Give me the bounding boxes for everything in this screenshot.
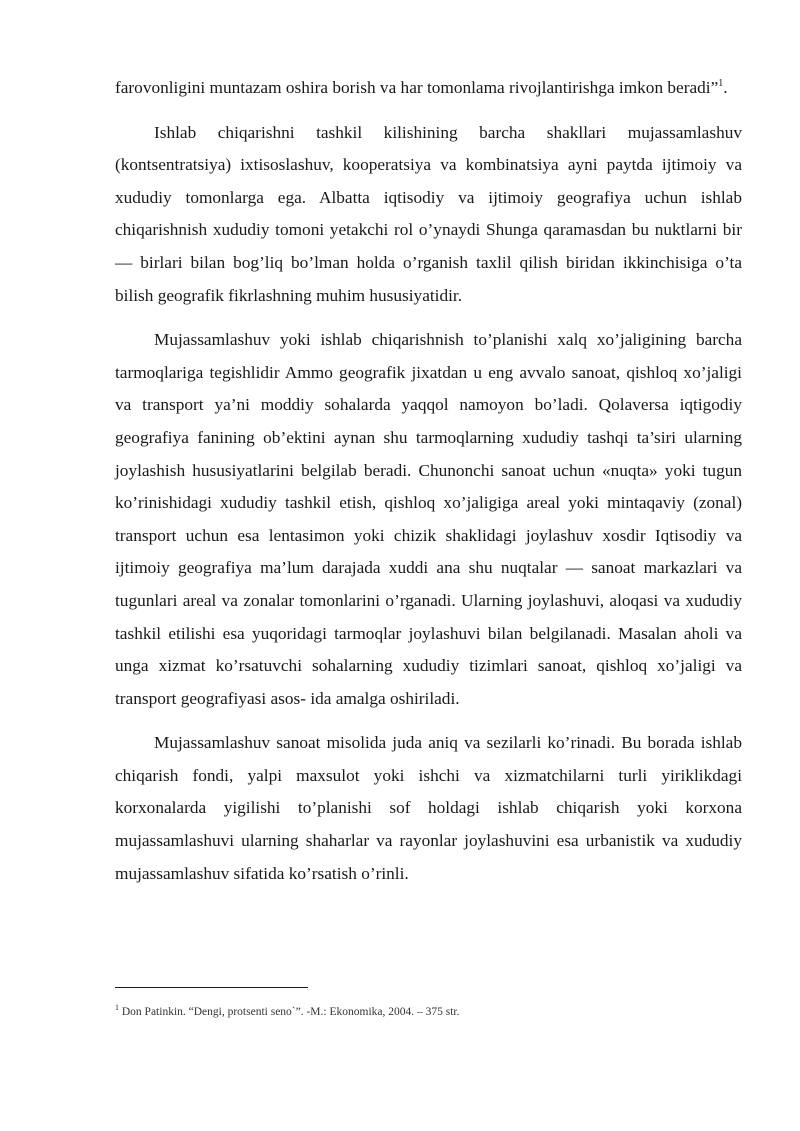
- paragraph-continuation: [115, 72, 742, 105]
- footnote-text: Don Patinkin. “Dengi, protsenti seno`”. -M.: Ekonomika, 2004. – 375 str.: [119, 1006, 460, 1018]
- body-text: [115, 72, 742, 902]
- footnote-separator: [115, 987, 308, 988]
- paragraph: Mujassamlashuv sanoat misolida juda aniq va sezilarli ko’rinadi. Bu borada ishlab chiqarish fondi, yalpi maxsulot yoki ishchi va xizmatchilarni turli yiriklikdagi korxonalarda yigilishi to’planishi sof holdagi ishlab chiqarish yoki korxona mujassamlashuvi ularning shaharlar va rayonlar joylashuvini esa urbanistik va xududiy mujassamlashuv sifatida ko’rsatish o’rinli.: [115, 733, 742, 883]
- footnote: [115, 1004, 742, 1020]
- footnote-reference: 1: [718, 78, 724, 90]
- paragraph-text: farovonligini muntazam oshira borish va har tomonlama rivojlantirishga imkon beradi”: [115, 78, 719, 97]
- footnote-number: 1: [115, 1003, 119, 1013]
- paragraph: Mujassamlashuv yoki ishlab chiqarishnish to’planishi xalq xo’jaligining barcha tarmoqlariga tegishlidir Ammo geografik jixatdan u eng avvalo sanoat, qishloq xo’jaligi va transport ya’ni moddiy sohalarda yaqqol namoyon bo’ladi. Qolaversa iqtigodiy geografiya fanining ob’ektini aynan shu tarmoqlarning xududiy tashqi ta’siri ularning joylashish hususiyatlarini belgilab beradi. Chunonchi sanoat uchun «nuqta» yoki tugun ko’rinishidagi xududiy tashkil etish, qishloq xo’jaligiga areal yoki mintaqaviy (zonal) transport uchun esa lentasimon yoki chizik shaklidagi joylashuv xosdir Iqtisodiy va ijtimoiy geografiya ma’lum darajada xuddi ana shu nuqtalar — sanoat markazlari va tugunlari areal va zonalar tomonlarini o’rganadi. Ularning joylashuvi, aloqasi va xududiy tashkil etilishi esa yuqoridagi tarmoqlar joylashuvi bilan belgilanadi. Masalan aholi va unga xizmat ko’rsatuvchi sohalarning xududiy tizimlari sanoat, qishloq xo’jaligi va transport geografiyasi asos- ida amalga oshiriladi.: [115, 330, 742, 708]
- paragraph: Ishlab chiqarishni tashkil kilishining barcha shakllari mujassamlashuv (kontsentratsiya) ixtisoslashuv, kooperatsiya va kombinatsiya ayni paytda ijtimoiy va xududiy tomonlarga ega. Albatta iqtisodiy va ijtimoiy geografiya uchun ishlab chiqarishnish xududiy tomoni yetakchi rol o’ynaydi Shunga qaramasdan bu nuktlarni bir — birlari bilan bog’liq bo’lman holda o’rganish taxlil qilish biridan ikkinchisiga o’ta bilish geografik fikrlashning muhim hususiyatidir.: [115, 122, 742, 305]
- paragraph-tail: .: [723, 78, 728, 97]
